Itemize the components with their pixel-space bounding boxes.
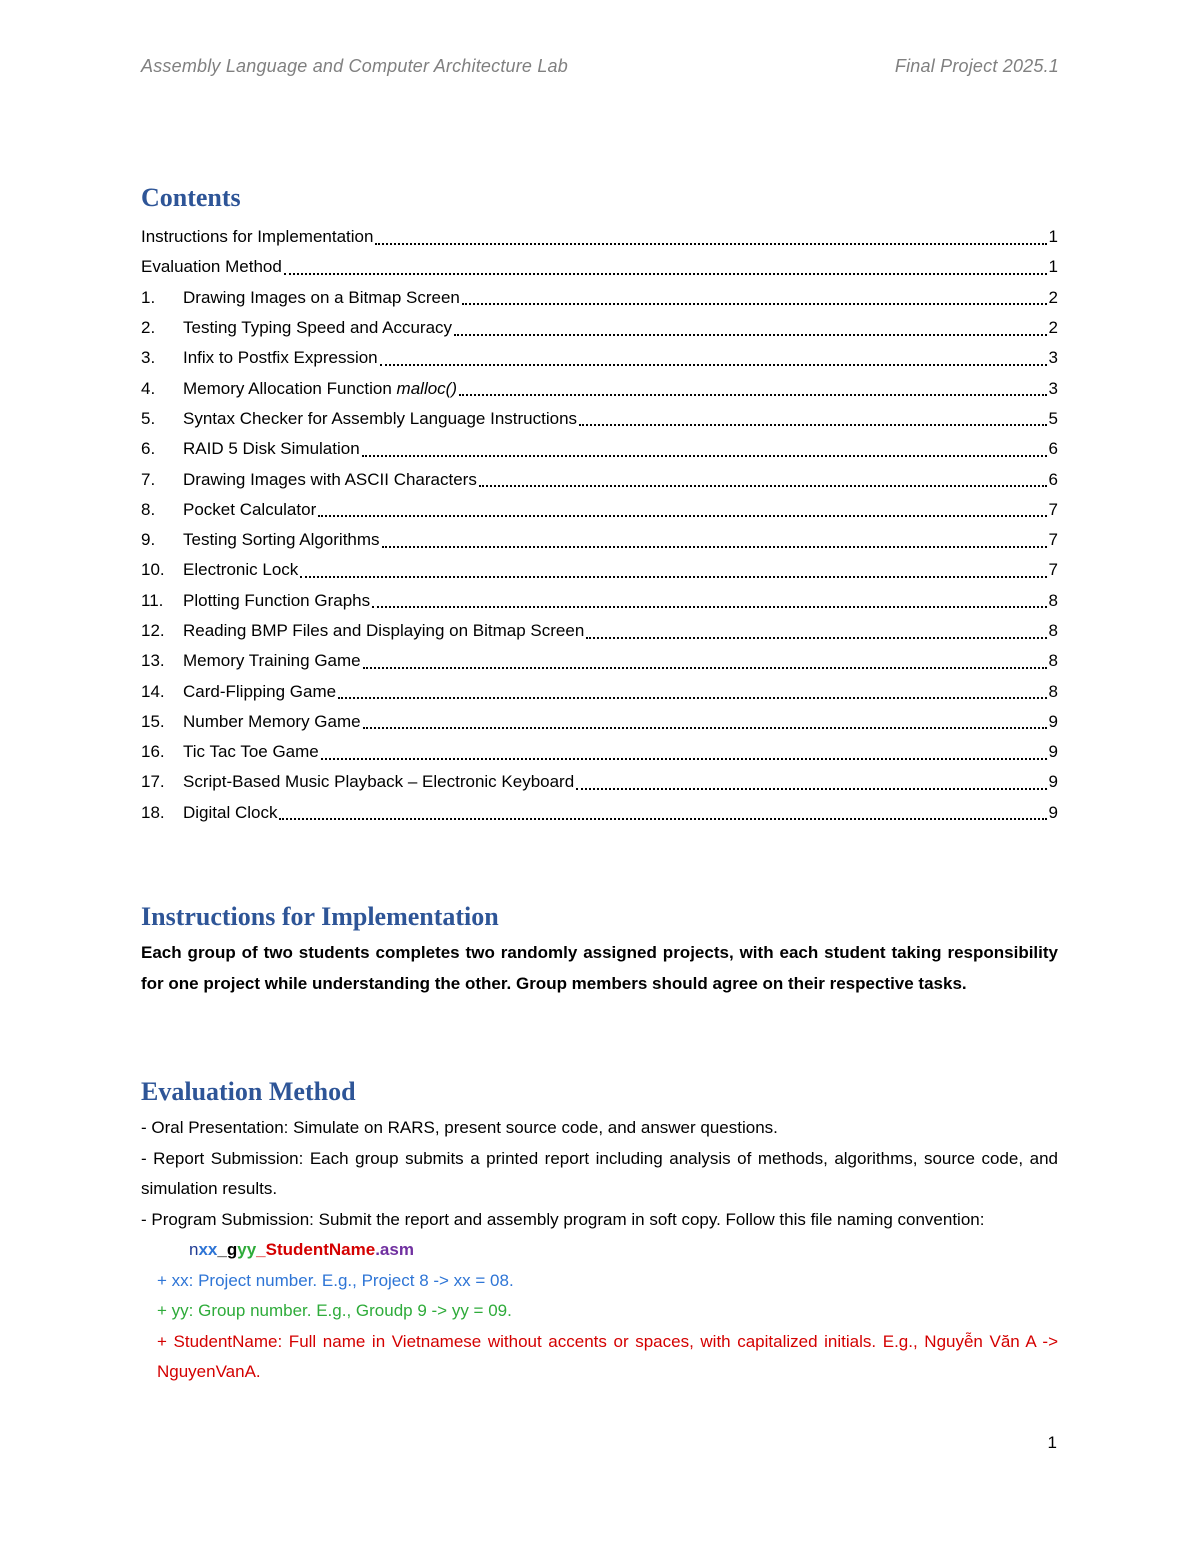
toc-entry-page: 9: [1048, 772, 1058, 792]
toc-dot-leader: [338, 696, 1046, 699]
toc-entry-number: 3.: [141, 348, 156, 368]
toc-entry-page: 2: [1048, 318, 1058, 338]
toc-entry-title-italic: malloc(): [396, 378, 457, 398]
toc-entry[interactable]: [141, 767, 1058, 797]
toc-entry[interactable]: [141, 343, 1058, 373]
toc-entry-page: 2: [1048, 287, 1058, 307]
program-submission-item: - Program Submission: Submit the report and assembly program in soft copy. Follow this file naming convention:: [141, 1209, 985, 1229]
instructions-body: Each group of two students completes two randomly assigned projects, with each student taking responsibility for one project while understanding the other. Group members should agree on their respective tasks.: [141, 943, 1058, 993]
table-of-contents: [141, 222, 1058, 828]
toc-entry-number: 9.: [141, 530, 156, 550]
toc-entry-number: 13.: [141, 651, 165, 671]
toc-entry-title: RAID 5 Disk Simulation: [183, 439, 360, 459]
oral-presentation-item: - Oral Presentation: Simulate on RARS, present source code, and answer questions.: [141, 1118, 778, 1137]
toc-entry-page: 9: [1048, 711, 1058, 731]
evaluation-heading: Evaluation Method: [141, 1077, 356, 1106]
toc-entry-page: 3: [1048, 348, 1058, 368]
toc-dot-leader: [300, 575, 1046, 578]
toc-entry[interactable]: [141, 222, 1058, 252]
toc-entry[interactable]: [141, 586, 1058, 616]
header-project-title: Final Project 2025.1: [894, 56, 1059, 76]
toc-entry-title: Instructions for Implementation: [141, 227, 374, 247]
toc-entry[interactable]: [141, 646, 1058, 676]
toc-entry-number: 5.: [141, 408, 156, 428]
toc-entry-title: Script-Based Music Playback – Electronic Keyboard: [183, 772, 575, 792]
toc-entry[interactable]: [141, 404, 1058, 434]
toc-entry-page: 1: [1048, 257, 1058, 277]
toc-entry-number: 18.: [141, 802, 165, 822]
toc-entry[interactable]: [141, 737, 1058, 767]
toc-entry[interactable]: [141, 495, 1058, 525]
toc-entry-title: Tic Tac Toe Game: [183, 742, 319, 762]
toc-dot-leader: [380, 363, 1047, 366]
xx-description: + xx: Project number. E.g., Project 8 -> xx = 08.: [157, 1270, 514, 1290]
toc-entry[interactable]: [141, 313, 1058, 343]
toc-dot-leader: [586, 636, 1046, 639]
toc-dot-leader: [284, 272, 1047, 275]
toc-entry-number: 16.: [141, 742, 165, 762]
toc-entry-title: Card-Flipping Game: [183, 681, 337, 701]
toc-entry-page: 7: [1048, 530, 1058, 550]
toc-entry[interactable]: [141, 464, 1058, 494]
toc-dot-leader: [375, 242, 1046, 245]
toc-entry-number: 6.: [141, 439, 156, 459]
toc-entry-title: Drawing Images on a Bitmap Screen: [183, 287, 460, 307]
toc-dot-leader: [321, 757, 1047, 760]
toc-dot-leader: [459, 393, 1047, 396]
toc-entry-number: 1.: [141, 287, 156, 307]
toc-entry[interactable]: [141, 252, 1058, 282]
toc-entry-page: 1: [1048, 227, 1058, 247]
toc-entry-number: 17.: [141, 772, 165, 792]
toc-entry-number: 7.: [141, 469, 156, 489]
toc-entry-title: Evaluation Method: [141, 257, 282, 277]
toc-entry-number: 10.: [141, 560, 165, 580]
toc-entry-number: 12.: [141, 621, 165, 640]
toc-entry[interactable]: [141, 707, 1058, 737]
toc-entry-page: 7: [1048, 499, 1058, 519]
toc-dot-leader: [279, 817, 1046, 820]
toc-entry-page: 8: [1048, 651, 1058, 671]
student-name-description: + StudentName: Full name in Vietnamese without accents or spaces, with capitalized initials. E.g., Nguyễn Văn A -> NguyenVanA.: [157, 1331, 1058, 1381]
toc-entry-title: Testing Sorting Algorithms: [183, 530, 380, 550]
yy-description: + yy: Group number. E.g., Groudp 9 -> yy = 09.: [157, 1301, 512, 1320]
toc-entry-page: 6: [1048, 439, 1058, 459]
toc-entry[interactable]: [141, 555, 1058, 585]
toc-entry-title: Plotting Function Graphs: [183, 590, 371, 610]
toc-entry-number: 2.: [141, 318, 156, 338]
toc-entry[interactable]: [141, 373, 1058, 403]
header-course-title: Assembly Language and Computer Architecture Lab: [141, 56, 568, 76]
toc-entry-number: 14.: [141, 681, 165, 701]
toc-entry-number: 15.: [141, 711, 165, 731]
toc-entry[interactable]: [141, 525, 1058, 555]
toc-entry[interactable]: [141, 616, 1058, 646]
toc-dot-leader: [462, 302, 1047, 305]
toc-dot-leader: [363, 666, 1047, 669]
toc-dot-leader: [579, 423, 1046, 426]
toc-entry-page: 5: [1048, 408, 1058, 428]
page-number: 1: [1047, 1433, 1057, 1452]
toc-entry-title: Drawing Images with ASCII Characters: [183, 469, 477, 489]
toc-dot-leader: [454, 333, 1047, 336]
toc-entry-page: 7: [1048, 560, 1058, 580]
toc-entry-title: Infix to Postfix Expression: [183, 348, 378, 368]
toc-entry-page: 8: [1048, 590, 1058, 610]
toc-entry-title: Testing Typing Speed and Accuracy: [183, 318, 453, 338]
toc-dot-leader: [372, 605, 1046, 608]
toc-entry-title: Reading BMP Files and Displaying on Bitmap Screen: [183, 621, 585, 640]
toc-entry-page: 8: [1048, 681, 1058, 701]
toc-entry-page: 3: [1048, 378, 1058, 398]
instructions-heading: Instructions for Implementation: [141, 902, 499, 931]
toc-entry[interactable]: [141, 434, 1058, 464]
toc-entry-title: Syntax Checker for Assembly Language Instructions: [183, 408, 578, 428]
toc-entry-title: Pocket Calculator: [183, 499, 317, 519]
toc-entry[interactable]: [141, 798, 1058, 828]
toc-entry-number: 4.: [141, 378, 156, 398]
toc-entry[interactable]: [141, 283, 1058, 313]
toc-entry-page: 8: [1048, 621, 1058, 640]
toc-entry-page: 9: [1048, 802, 1058, 822]
toc-entry-page: 6: [1048, 469, 1058, 489]
toc-dot-leader: [576, 787, 1046, 790]
report-submission-item: - Report Submission: Each group submits a printed report including analysis of methods, algorithms, source code, and simulation results.: [141, 1148, 1058, 1198]
toc-entry-title: Digital Clock: [183, 802, 278, 822]
toc-entry-title: Number Memory Game: [183, 711, 361, 731]
toc-entry-number: 8.: [141, 499, 156, 519]
toc-entry-title: Memory Training Game: [183, 651, 361, 671]
toc-entry-title: Memory Allocation Function malloc(): [183, 378, 457, 398]
toc-dot-leader: [363, 726, 1047, 729]
toc-entry-page: 9: [1048, 742, 1058, 762]
file-naming-pattern: nxx_gyy_StudentName.asm: [189, 1240, 414, 1259]
toc-dot-leader: [318, 514, 1046, 517]
toc-dot-leader: [479, 484, 1047, 487]
contents-heading: Contents: [141, 183, 241, 212]
toc-dot-leader: [382, 545, 1047, 548]
toc-entry[interactable]: [141, 676, 1058, 706]
toc-entry-number: 11.: [141, 590, 164, 610]
toc-entry-title: Electronic Lock: [183, 560, 299, 580]
evaluation-body: [141, 1113, 1058, 1388]
toc-dot-leader: [362, 454, 1047, 457]
